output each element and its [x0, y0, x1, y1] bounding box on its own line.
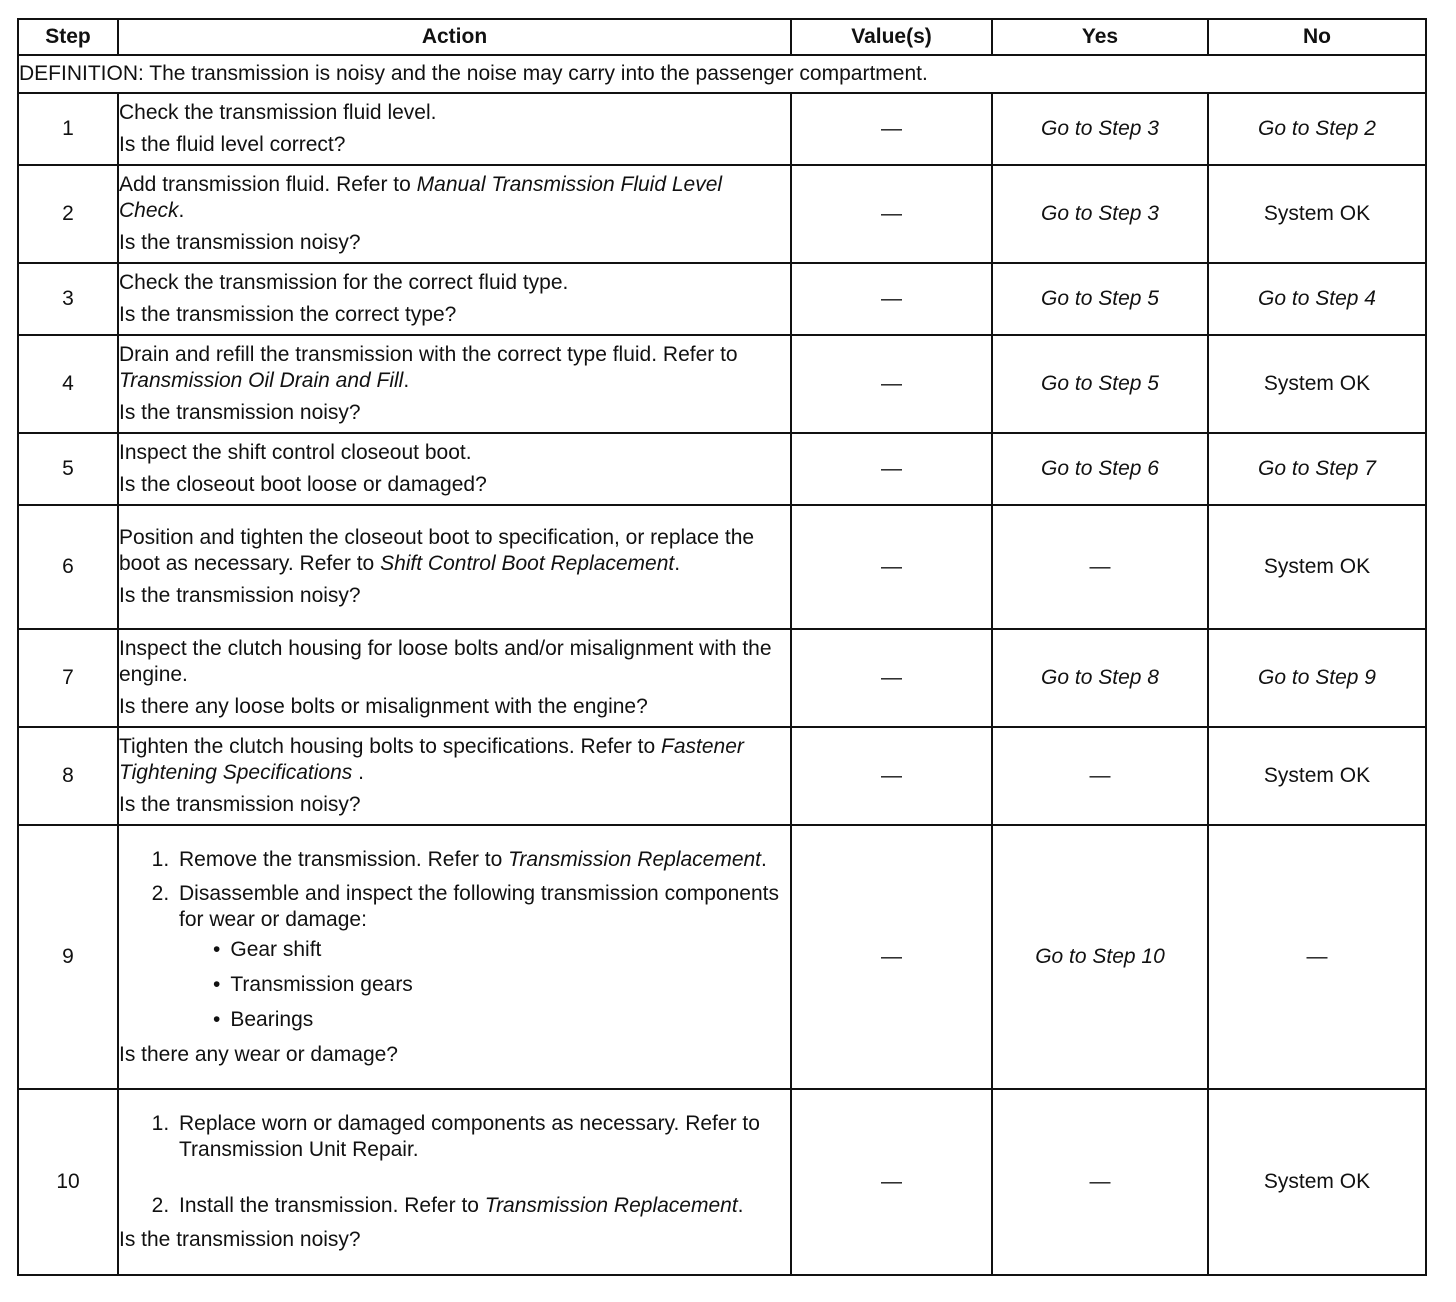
- header-step: Step: [18, 19, 118, 55]
- action-cell: [118, 727, 791, 825]
- no-result: System OK: [1263, 202, 1371, 225]
- value-cell: —: [791, 433, 992, 505]
- table-row: [18, 93, 1426, 165]
- substep-item: [175, 881, 790, 1033]
- yes-result: Go to Step 3: [1041, 117, 1159, 140]
- no-result: System OK: [1263, 555, 1371, 578]
- component-list: [179, 937, 790, 1033]
- no-result: Go to Step 7: [1258, 457, 1376, 480]
- action-text: Drain and refill the transmission with the correct type fluid. Refer to: [119, 343, 738, 366]
- step-number: 8: [18, 727, 118, 825]
- table-row: [18, 629, 1426, 727]
- yes-result: Go to Step 8: [1041, 666, 1159, 689]
- list-item: • Gear shift: [209, 937, 790, 963]
- action-question: Is the transmission noisy?: [119, 401, 361, 424]
- reference-link: Transmission Oil Drain and Fill: [119, 369, 404, 392]
- table-row: [18, 505, 1426, 629]
- step-number: 10: [18, 1089, 118, 1275]
- no-result: —: [1208, 825, 1426, 1089]
- action-text: Tighten the clutch housing bolts to specifications. Refer to: [119, 735, 662, 758]
- no-result: Go to Step 9: [1258, 666, 1376, 689]
- substep-item: [175, 1193, 790, 1219]
- action-question: Is the transmission the correct type?: [119, 303, 457, 326]
- action-text-end: .: [674, 552, 681, 575]
- substep-list: [119, 847, 790, 1033]
- action-question: Is the fluid level correct?: [119, 133, 346, 156]
- header-yes: Yes: [992, 19, 1208, 55]
- reference-link: Fastener Tightening Specifications: [119, 735, 744, 784]
- definition-text: DEFINITION: The transmission is noisy and the noise may carry into the passenger compartment.: [18, 55, 1426, 93]
- action-cell: [118, 505, 791, 629]
- value-cell: —: [791, 93, 992, 165]
- action-cell: [118, 335, 791, 433]
- action-text: Check the transmission for the correct fluid type.: [119, 271, 569, 294]
- value-cell: —: [791, 263, 992, 335]
- definition-row: [18, 55, 1426, 93]
- reference-link: Shift Control Boot Replacement: [380, 552, 675, 575]
- action-cell: [118, 825, 791, 1089]
- yes-result: Go to Step 5: [1041, 372, 1159, 395]
- action-text: Inspect the shift control closeout boot.: [119, 441, 472, 464]
- substep-list: [119, 1111, 790, 1219]
- value-cell: —: [791, 629, 992, 727]
- step-number: 2: [18, 165, 118, 263]
- action-question: Is the transmission noisy?: [119, 231, 361, 254]
- yes-result: Go to Step 3: [1041, 202, 1159, 225]
- action-cell: [118, 433, 791, 505]
- header-no: No: [1208, 19, 1426, 55]
- table-row: [18, 335, 1426, 433]
- action-question: Is the transmission noisy?: [119, 584, 361, 607]
- yes-result: Go to Step 6: [1041, 457, 1159, 480]
- value-cell: —: [791, 727, 992, 825]
- table-row: [18, 433, 1426, 505]
- no-result: System OK: [1263, 1170, 1371, 1193]
- value-cell: —: [791, 165, 992, 263]
- list-item: • Transmission gears: [209, 972, 790, 998]
- yes-result: Go to Step 10: [1035, 945, 1165, 968]
- substep-item: 1. Replace worn or damaged components as necessary. Refer to Transmission Unit Repair.: [175, 1111, 790, 1163]
- yes-result: Go to Step 5: [1041, 287, 1159, 310]
- action-question: Is the closeout boot loose or damaged?: [119, 473, 487, 496]
- header-values: Value(s): [791, 19, 992, 55]
- action-text-end: .: [737, 1194, 744, 1217]
- step-number: 7: [18, 629, 118, 727]
- action-text-end: .: [761, 847, 767, 871]
- step-number: 4: [18, 335, 118, 433]
- action-text: Disassemble and inspect the following transmission components for wear or damage:: [179, 881, 779, 931]
- no-result: System OK: [1263, 764, 1371, 787]
- yes-result: —: [992, 1089, 1208, 1275]
- value-cell: —: [791, 1089, 992, 1275]
- yes-result: —: [992, 727, 1208, 825]
- substep-item: [175, 847, 790, 873]
- value-cell: —: [791, 335, 992, 433]
- action-question: Is the transmission noisy?: [119, 793, 361, 816]
- list-item: • Bearings: [209, 1007, 790, 1033]
- action-cell: [118, 1089, 791, 1275]
- step-number: 5: [18, 433, 118, 505]
- step-number: 3: [18, 263, 118, 335]
- action-text: Remove the transmission. Refer to: [179, 847, 509, 871]
- action-text: Inspect the clutch housing for loose bolts and/or misalignment with the engine.: [119, 637, 772, 686]
- action-text: Position and tighten the closeout boot to specification, or replace the boot as necessary. Refer to: [119, 526, 755, 575]
- action-text-end: .: [403, 369, 410, 392]
- step-number: 6: [18, 505, 118, 629]
- table-row: [18, 727, 1426, 825]
- action-text: Check the transmission fluid level.: [119, 101, 437, 124]
- step-number: 1: [18, 93, 118, 165]
- value-cell: —: [791, 505, 992, 629]
- action-text: Add transmission fluid. Refer to: [119, 173, 417, 196]
- reference-link: Manual Transmission Fluid Level Check: [119, 173, 723, 222]
- no-result: Go to Step 2: [1258, 117, 1376, 140]
- action-question: Is there any loose bolts or misalignment with the engine?: [119, 695, 648, 718]
- header-action: Action: [118, 19, 791, 55]
- action-cell: [118, 93, 791, 165]
- table-row: [18, 1089, 1426, 1275]
- action-question: Is the transmission noisy?: [119, 1228, 361, 1251]
- action-text: Install the transmission. Refer to: [179, 1194, 485, 1217]
- no-result: Go to Step 4: [1258, 287, 1376, 310]
- action-cell: [118, 263, 791, 335]
- value-cell: —: [791, 825, 992, 1089]
- diagnostic-table: [17, 18, 1427, 1276]
- step-number: 9: [18, 825, 118, 1089]
- no-result: System OK: [1263, 372, 1371, 395]
- table-row: [18, 263, 1426, 335]
- header-row: [18, 19, 1426, 55]
- action-text-end: .: [352, 761, 364, 784]
- action-cell: [118, 629, 791, 727]
- table-row: [18, 825, 1426, 1089]
- action-question: Is there any wear or damage?: [119, 1042, 398, 1066]
- reference-link: Transmission Replacement: [508, 847, 762, 871]
- yes-result: —: [992, 505, 1208, 629]
- reference-link: Transmission Replacement: [484, 1194, 738, 1217]
- action-text-end: .: [178, 199, 185, 222]
- action-cell: [118, 165, 791, 263]
- table-row: [18, 165, 1426, 263]
